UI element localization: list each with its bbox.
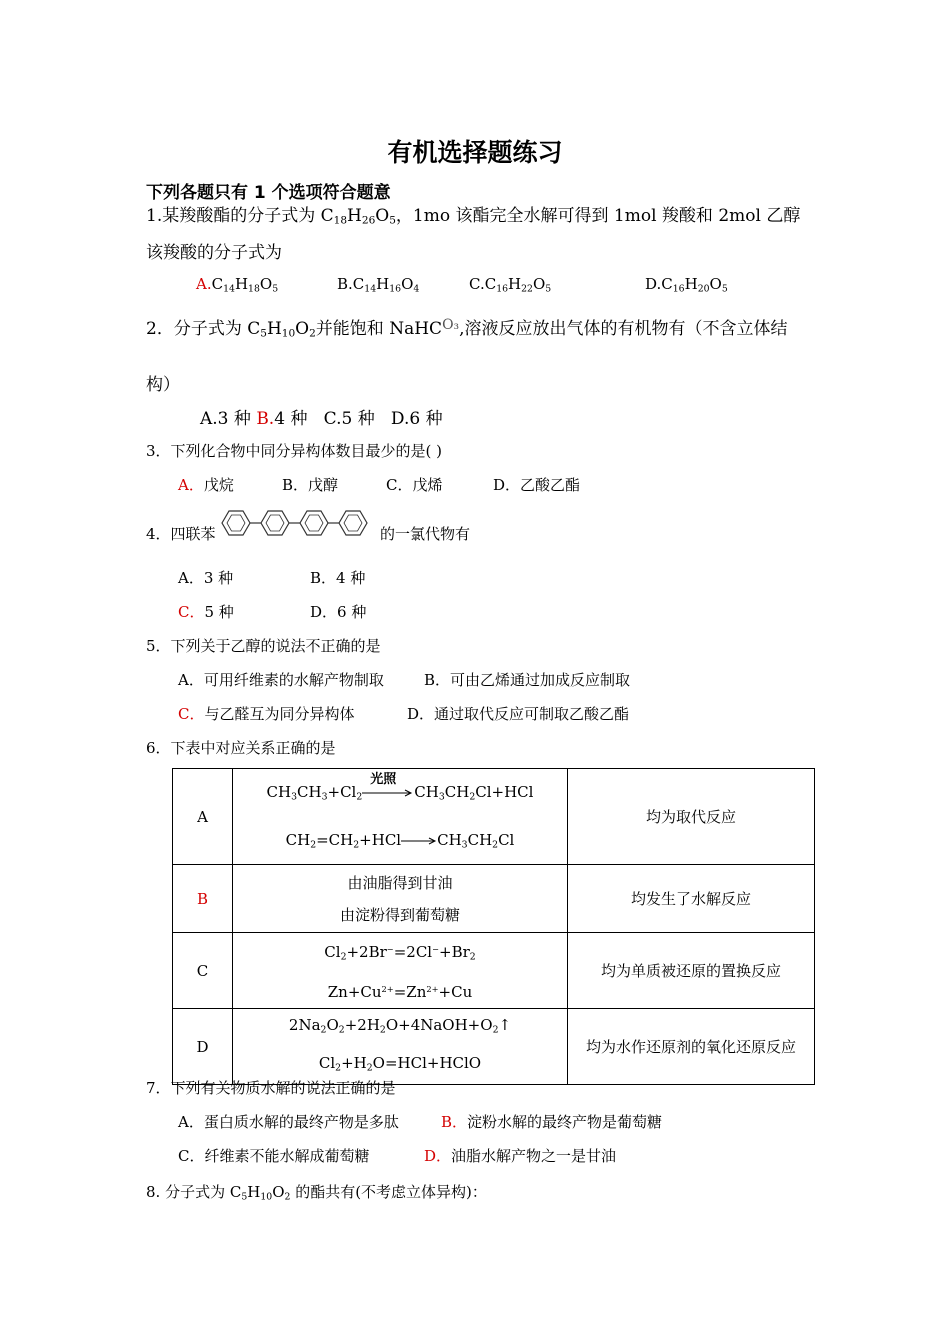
- formula-sub: 5: [721, 283, 728, 295]
- q8-text: 的酯共有(不考虑立体异构)：: [290, 1183, 487, 1201]
- question-1-line-1: [146, 201, 800, 227]
- formula-part: H: [508, 275, 522, 293]
- q1-option-d[interactable]: [645, 275, 728, 294]
- reaction-chlorine-water: $Cl_2+H_2O=HCl+HClO$: [318, 1053, 482, 1073]
- formula-part: O: [401, 275, 414, 293]
- table-row-a: [173, 769, 815, 865]
- q2-text: 并能饱和 NaHC: [315, 319, 443, 339]
- question-3: 3．下列化合物中同分异构体数目最少的是( ): [146, 442, 443, 460]
- reaction-zinc-copper: $Zn+Cu^{2+}=Zn^{2+}+Cu$: [327, 983, 473, 1002]
- row-a-reactions: [233, 769, 568, 865]
- q1-text: ，1mo 该酯完全水解可得到 1mol 羧酸和 2mol 乙醇: [395, 206, 801, 226]
- table-row-c: [173, 933, 815, 1009]
- q2-option-d[interactable]: D.6 种: [390, 409, 443, 429]
- q7-option-b[interactable]: [441, 1111, 662, 1132]
- q4-option-c-letter: C．: [178, 603, 205, 621]
- question-5: [146, 635, 381, 656]
- q5-option-c-text: 与乙醛互为同分异构体: [204, 705, 355, 723]
- formula-part: C: [484, 275, 497, 293]
- q1-option-d-letter: D.: [645, 275, 662, 293]
- formula-sub: 5: [545, 283, 552, 295]
- question-2-line-1: [146, 314, 788, 340]
- q1-sub: 5: [389, 214, 396, 227]
- q4-option-a[interactable]: A．3 种: [178, 569, 234, 587]
- q1-option-a-letter: A.: [196, 275, 212, 293]
- row-a-description: 均为取代反应: [568, 769, 815, 865]
- row-d-description: 均为水作还原剂的氧化还原反应: [568, 1009, 815, 1085]
- formula-sub: 16: [389, 283, 402, 295]
- row-c-reactions: [233, 933, 568, 1009]
- q2-text: H: [266, 319, 282, 339]
- q7-option-d[interactable]: [424, 1145, 616, 1166]
- reaction-addition: $CH_2=CH_2+HCl$ $CH_3CH_2Cl$: [285, 830, 515, 851]
- row-b-description: 均发生了水解反应: [568, 865, 815, 933]
- q3-option-a-letter: A．: [178, 476, 204, 494]
- row-b-label: B: [173, 865, 233, 933]
- q4-option-b[interactable]: B．4 种: [310, 569, 366, 587]
- question-6: 6．下表中对应关系正确的是: [146, 739, 336, 757]
- formula-part: H: [376, 275, 390, 293]
- q1-option-b[interactable]: [337, 275, 419, 294]
- q2-option-c[interactable]: C.5 种: [323, 409, 375, 429]
- q8-text: H: [247, 1183, 261, 1201]
- formula-sub: 16: [496, 283, 509, 295]
- q2-text: O: [295, 319, 310, 339]
- q8-sub: 2: [284, 1191, 291, 1203]
- q3-option-c[interactable]: C．戊烯: [386, 476, 443, 494]
- q4-option-c[interactable]: [178, 601, 234, 622]
- q2-sub: 5: [260, 327, 267, 340]
- light-arrow: [362, 772, 414, 798]
- q2-o3-image: O₃: [442, 317, 460, 334]
- row-c-description: 均为单质被还原的置换反应: [568, 933, 815, 1009]
- row-b-line-2: 由淀粉得到葡萄糖: [339, 905, 460, 924]
- arrow-label: 光照: [370, 772, 397, 787]
- q3-option-d[interactable]: D．乙酸乙酯: [493, 476, 581, 494]
- question-1-line-2: 该羧酸的分子式为: [146, 243, 282, 263]
- q1-sub: 18: [333, 214, 348, 227]
- formula-sub: 14: [364, 283, 377, 295]
- question-4-text: 4．四联苯: [146, 525, 216, 543]
- reaction-table: [172, 768, 815, 1085]
- q7-option-a[interactable]: A．蛋白质水解的最终产物是多肽: [178, 1113, 399, 1131]
- q3-option-a-text: 戊烷: [203, 476, 234, 494]
- q2-text: ,溶液反应放出气体的有机物有（不含立体结: [459, 319, 788, 339]
- q5-option-b[interactable]: B．可由乙烯通过加成反应制取: [424, 671, 631, 689]
- row-b-line-1: 由油脂得到甘油: [347, 873, 453, 892]
- formula-sub: 20: [697, 283, 710, 295]
- section-heading: 下列各题只有 1 个选项符合题意: [146, 183, 391, 203]
- formula-sub: 14: [223, 283, 235, 295]
- table-row-b: [173, 865, 815, 933]
- formula-sub: 4: [413, 283, 420, 295]
- q1-text: O: [375, 206, 390, 226]
- q8-text: O: [272, 1183, 285, 1201]
- formula-part: C: [661, 275, 673, 293]
- q7-option-d-letter: D．: [424, 1147, 452, 1165]
- q8-sub: 10: [260, 1191, 273, 1203]
- formula-sub: 18: [248, 283, 260, 295]
- row-d-reactions: [233, 1009, 568, 1085]
- q2-option-b-letter[interactable]: B.: [256, 409, 275, 429]
- page-title: 有机选择题练习: [387, 138, 563, 167]
- formula-part: C: [211, 275, 224, 293]
- q5-option-c-letter: C．: [178, 705, 205, 723]
- q8-text: 8. 分子式为 C: [146, 1183, 242, 1201]
- q1-option-a[interactable]: [196, 275, 278, 294]
- formula-part: H: [684, 275, 698, 293]
- question-2-line-2: 构）: [146, 375, 180, 395]
- q1-text: H: [347, 206, 362, 226]
- formula-sub: 16: [672, 283, 685, 295]
- row-a-label: A: [173, 769, 233, 865]
- q2-option-b[interactable]: 4 种: [274, 409, 308, 429]
- q5-option-d[interactable]: D．通过取代反应可制取乙酸乙酯: [407, 705, 630, 723]
- question-4-text-tail: 的一氯代物有: [380, 525, 471, 543]
- table-row-d: [173, 1009, 815, 1085]
- reaction-halogen: $Cl_2+2Br^-=2Cl^-+Br_2$: [324, 942, 476, 963]
- formula-part: O: [709, 275, 722, 293]
- reaction-arrow: [401, 836, 437, 846]
- q5-option-a[interactable]: A．可用纤维素的水解产物制取: [178, 671, 384, 689]
- row-b-processes: [233, 865, 568, 933]
- q7-option-d-text: 油脂水解产物之一是甘油: [451, 1147, 617, 1165]
- row-c-label: C: [173, 933, 233, 1009]
- q2-text: 2．分子式为 C: [146, 319, 261, 339]
- q2-sub: 2: [309, 327, 316, 340]
- q1-sub: 26: [361, 214, 376, 227]
- q1-text: 1.某羧酸酯的分子式为 C: [146, 206, 334, 226]
- reaction-substitution: $CH_3CH_3+Cl_2$ 光照 $CH_3CH_2Cl+HCl$: [233, 769, 567, 817]
- formula-part: O: [259, 275, 273, 293]
- q1-option-c[interactable]: [469, 275, 551, 294]
- q7-option-b-text: 淀粉水解的最终产物是葡萄糖: [467, 1113, 663, 1131]
- q2-option-a[interactable]: A.3 种: [200, 409, 251, 429]
- q1-option-b-letter: B.: [337, 275, 353, 293]
- q3-option-b[interactable]: B．戊醇: [282, 476, 339, 494]
- formula-part: H: [234, 275, 249, 293]
- q5-option-c[interactable]: [178, 703, 355, 724]
- question-8: [146, 1181, 487, 1202]
- q4-option-d[interactable]: D．6 种: [310, 603, 367, 621]
- reaction-sodium-peroxide: $2Na_2O_2+2H_2O+4NaOH+O_2↑$: [288, 1016, 512, 1036]
- q2-sub: 10: [281, 327, 296, 340]
- q7-option-c[interactable]: C．纤维素不能水解成葡萄糖: [178, 1147, 370, 1165]
- quaterphenyl-structure-image: [220, 506, 378, 540]
- q3-option-a[interactable]: [178, 474, 234, 495]
- formula-part: O: [532, 275, 546, 293]
- row-d-label: D: [173, 1009, 233, 1085]
- q2-options: [200, 404, 443, 429]
- formula-sub: 22: [521, 283, 533, 295]
- formula-sub: 5: [272, 283, 279, 295]
- q7-option-b-letter: B．: [441, 1113, 468, 1131]
- question-7: 7．下列有关物质水解的说法正确的是: [146, 1079, 396, 1097]
- q4-option-c-text: 5 种: [204, 603, 234, 621]
- q1-option-c-letter: C.: [469, 275, 485, 293]
- q8-sub: 5: [241, 1191, 248, 1203]
- formula-part: C: [352, 275, 365, 293]
- question-5-text: 5．下列关于乙醇的说法不正确的是: [146, 637, 381, 655]
